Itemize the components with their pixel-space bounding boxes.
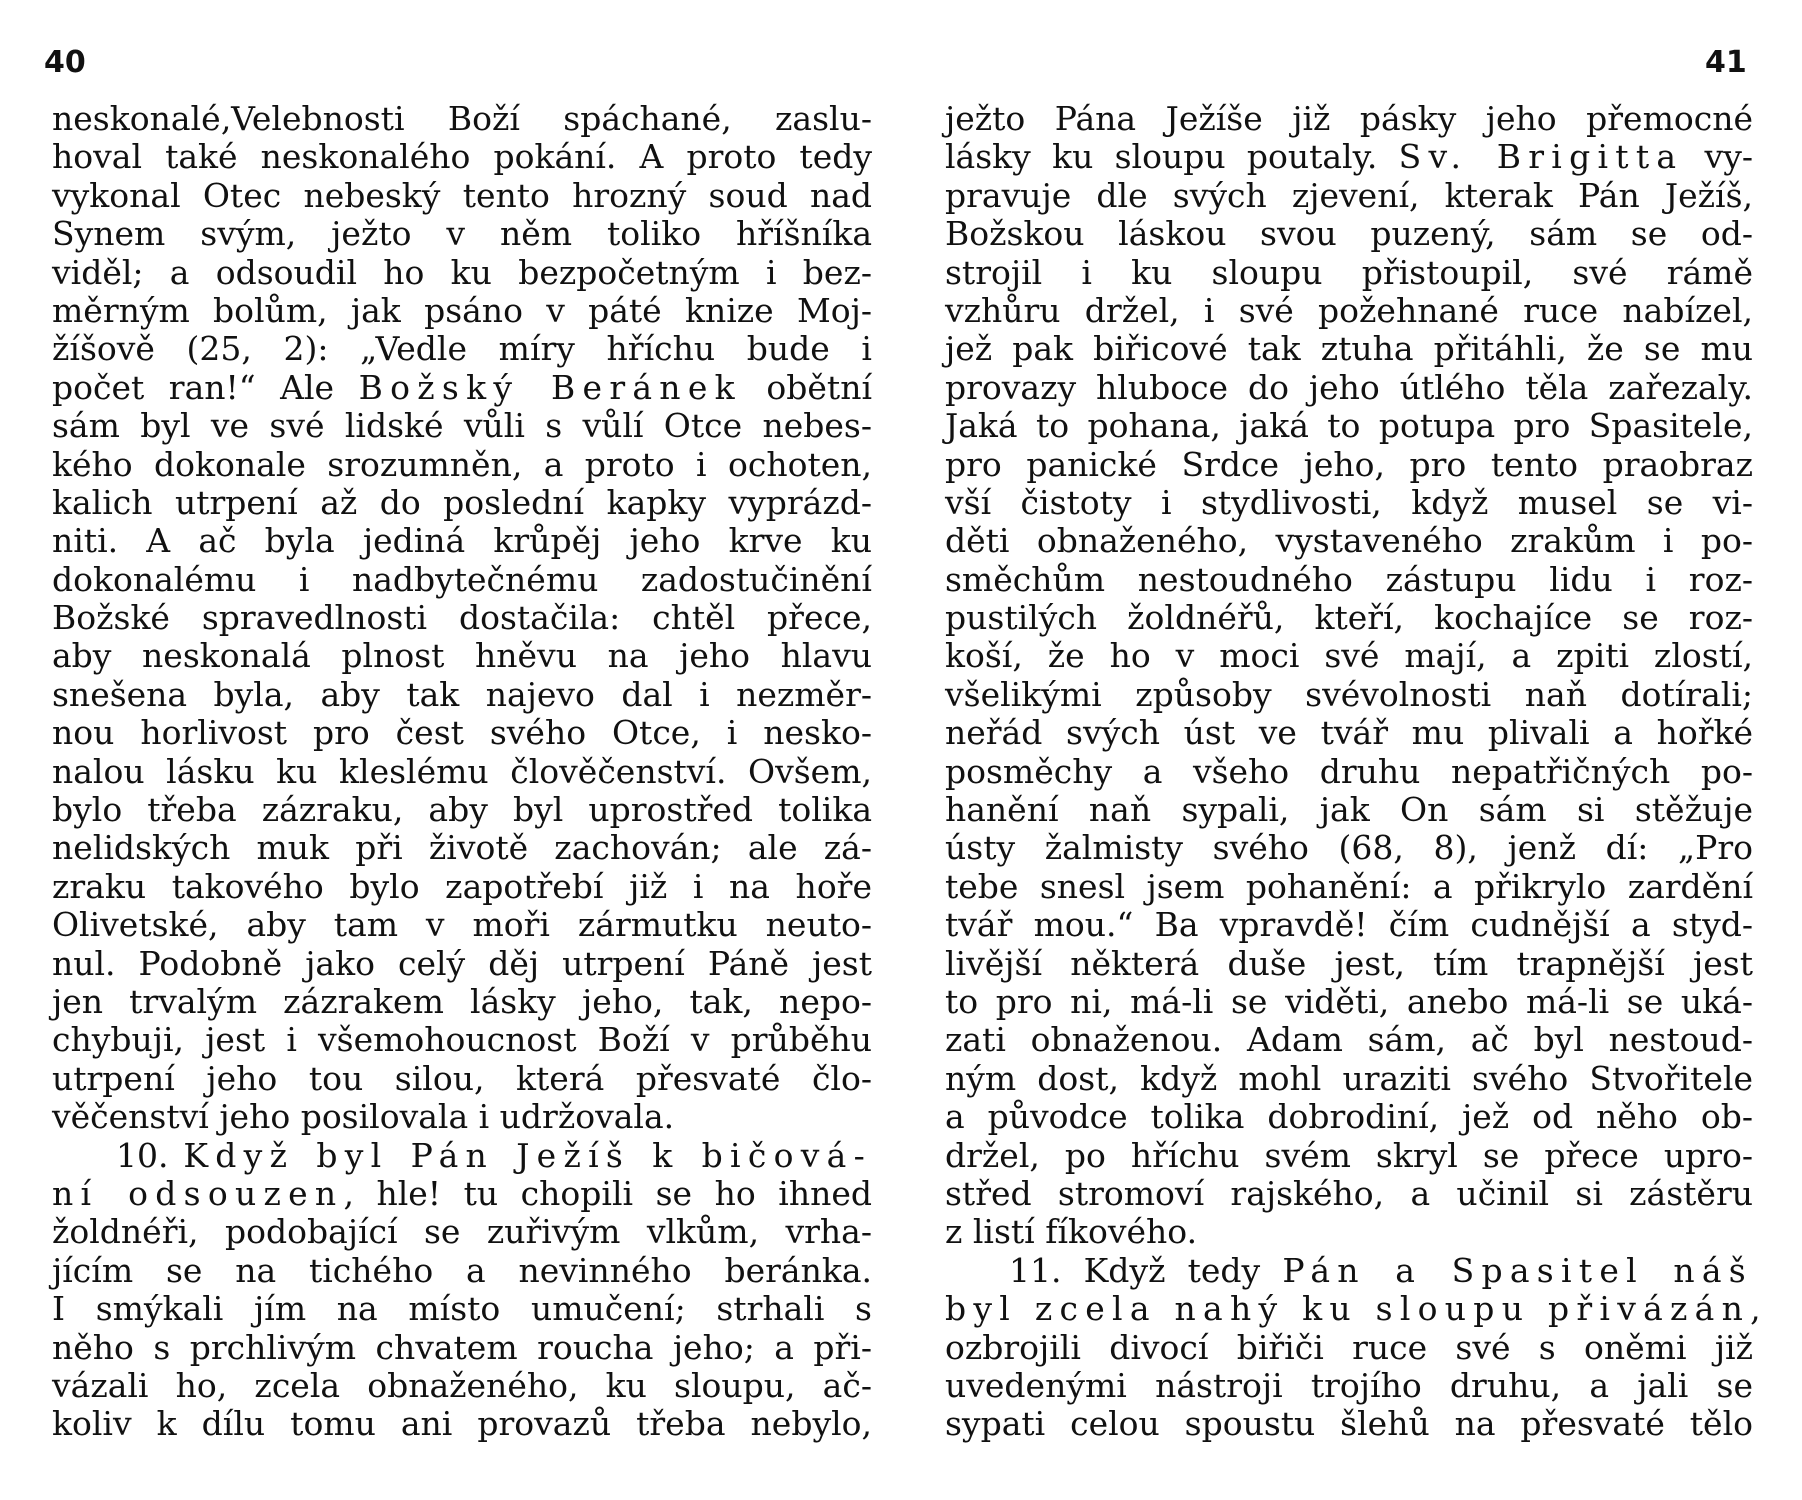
text-line xyxy=(945,138,1753,176)
text-run: ozbrojili divocí biřiči ruce své s oněmi již xyxy=(945,1327,1753,1367)
text-line xyxy=(945,1367,1753,1405)
text-run: chybuji, jest i všemohoucnost Boží v průběhu xyxy=(52,1020,872,1060)
text-run: 10. xyxy=(116,1135,184,1175)
text-line xyxy=(52,330,872,368)
text-line xyxy=(52,1098,872,1136)
text-run: 11. Když tedy xyxy=(1009,1250,1283,1290)
text-line xyxy=(52,407,872,445)
text-line xyxy=(945,1405,1753,1443)
text-line xyxy=(52,1405,872,1443)
text-line xyxy=(945,1329,1753,1367)
text-line xyxy=(945,1021,1753,1059)
text-line xyxy=(52,215,872,253)
text-line xyxy=(945,177,1753,215)
text-line xyxy=(52,1329,872,1367)
text-run: všelikými způsoby svévolnosti naň dotírali; xyxy=(945,674,1753,714)
text-line xyxy=(52,945,872,983)
text-run: a původce tolika dobrodiní, jež od něho ob- xyxy=(945,1097,1753,1137)
text-run: posměchy a všeho druhu nepatřičných po- xyxy=(945,751,1753,791)
text-run: tvář mou.“ Ba vpravdě! čím cudnější a styd- xyxy=(945,905,1753,945)
text-run: zraku takového bylo zapotřebí již i na hoře xyxy=(52,866,872,906)
text-run: provazy hluboce do jeho útlého těla zařezaly. xyxy=(945,367,1753,407)
text-run: uvedenými nástroji trojího druhu, a jali se xyxy=(945,1365,1753,1405)
text-run: držel, po hříchu svém skryl se přece upro- xyxy=(945,1135,1753,1175)
text-line xyxy=(945,791,1753,829)
spaced-emphasis-text: Sv. Brigitta xyxy=(1398,137,1684,177)
text-line xyxy=(52,791,872,829)
text-line xyxy=(52,522,872,560)
text-run: hanění naň sypali, jak On sám si stěžuje xyxy=(945,790,1753,830)
text-run: tebe snesl jsem pohanění: a přikrylo zardění xyxy=(945,866,1753,906)
text-run: Jaká to pohana, jaká to potupa pro Spasitele, xyxy=(945,406,1753,446)
text-line xyxy=(945,599,1753,637)
text-run: , xyxy=(1750,1289,1761,1329)
text-run: neřád svých úst ve tvář mu plivali a hořké xyxy=(945,713,1753,753)
text-line xyxy=(52,369,872,407)
text-line xyxy=(945,868,1753,906)
text-run: vy- xyxy=(1683,137,1753,177)
text-line xyxy=(945,1060,1753,1098)
text-line xyxy=(945,945,1753,983)
text-run: zati obnaženou. Adam sám, ač byl nestoud- xyxy=(945,1020,1753,1060)
text-line xyxy=(945,330,1753,368)
text-run: něho s prchlivým chvatem roucha jeho; a při- xyxy=(52,1327,872,1367)
text-line xyxy=(945,522,1753,560)
text-run: bylo třeba zázraku, aby byl uprostřed tolika xyxy=(52,790,872,830)
text-line xyxy=(52,637,872,675)
text-line xyxy=(945,100,1753,138)
text-line xyxy=(52,906,872,944)
text-run: Božskou láskou svou puzený, sám se od- xyxy=(945,214,1753,254)
text-run: kého dokonale srozumněn, a proto i ochoten, xyxy=(52,444,872,484)
text-run: Božské spravedlnosti dostačila: chtěl přece, xyxy=(52,598,872,638)
page-number-right: 41 xyxy=(1705,45,1747,80)
text-line xyxy=(945,906,1753,944)
text-line xyxy=(945,407,1753,445)
text-line xyxy=(52,676,872,714)
text-run: Olivetské, aby tam v moři zármutku neuto- xyxy=(52,905,872,945)
text-line xyxy=(52,1060,872,1098)
text-run: vázali ho, zcela obnaženého, ku sloupu, ač- xyxy=(52,1365,872,1405)
text-run: obětní xyxy=(741,367,872,407)
spaced-emphasis-text: byl zcela nahý ku sloupu přivázán xyxy=(945,1289,1751,1329)
text-run: žoldnéři, podobající se zuřivým vlkům, vrha- xyxy=(52,1212,872,1252)
text-run: sám byl ve své lidské vůli s vůlí Otce nebes- xyxy=(52,406,872,446)
text-run: nou horlivost pro čest svého Otce, i nesko- xyxy=(52,713,872,753)
text-line xyxy=(945,1213,1753,1251)
text-run: Synem svým, ježto v něm toliko hříšníka xyxy=(52,214,872,254)
text-run: viděl; a odsoudil ho ku bezpočetným i bez- xyxy=(52,252,872,292)
text-run: , hle! tu chopili se ho ihned xyxy=(343,1173,873,1213)
text-line xyxy=(52,753,872,791)
text-run: nalou lásku ku kleslému člověčenství. Ovšem, xyxy=(52,751,872,791)
text-line xyxy=(52,561,872,599)
text-run: měrným bolům, jak psáno v páté knize Moj- xyxy=(52,290,872,330)
text-line xyxy=(52,254,872,292)
text-run: utrpení jeho tou silou, která přesvaté člo- xyxy=(52,1058,872,1098)
text-run: to pro ni, má-li se viděti, anebo má-li se uká- xyxy=(945,981,1753,1021)
text-run: žíšově (25, 2): „Vedle míry hříchu bude i xyxy=(52,329,872,369)
text-line xyxy=(52,100,872,138)
text-run: neskonalé‚Velebnosti Boží spáchané, zaslu- xyxy=(52,99,872,138)
text-run: vší čistoty i stydlivosti, když musel se vi- xyxy=(945,482,1753,522)
text-line xyxy=(945,446,1753,484)
text-line xyxy=(945,292,1753,330)
text-line xyxy=(52,983,872,1021)
text-line xyxy=(945,983,1753,1021)
text-run: směchům nestoudného zástupu lidu i roz- xyxy=(945,559,1753,599)
text-run: ným dost, když mohl uraziti svého Stvořitele xyxy=(945,1058,1753,1098)
text-run: livější některá duše jest, tím trapnější jest xyxy=(945,943,1753,983)
text-run: sypati celou spoustu šlehů na přesvaté tělo xyxy=(945,1404,1753,1444)
text-run: snešena byla, aby tak najevo dal i nezměr- xyxy=(52,674,872,714)
text-line xyxy=(945,676,1753,714)
text-line xyxy=(945,561,1753,599)
text-run: ústy žalmisty svého (68, 8), jenž dí: „Pro xyxy=(945,828,1753,868)
text-line xyxy=(52,484,872,522)
text-run: dokonalému i nadbytečnému zadostučinění xyxy=(52,559,872,599)
text-line xyxy=(945,1289,1761,1329)
text-run: strojil i ku sloupu přistoupil, své rámě xyxy=(945,252,1753,292)
text-line xyxy=(52,829,872,867)
text-line xyxy=(945,215,1753,253)
text-run: vzhůru držel, i své požehnané ruce nabízel, xyxy=(945,290,1753,330)
text-run: vykonal Otec nebeský tento hrozný soud nad xyxy=(52,175,872,215)
left-page-text-column xyxy=(52,100,872,1444)
text-line xyxy=(945,484,1753,522)
text-run: niti. A ač byla jediná krůpěj jeho krve ku xyxy=(52,521,872,561)
text-run: lásky ku sloupu poutaly. xyxy=(945,137,1399,177)
text-line xyxy=(52,1137,872,1175)
text-run: pustilých žoldnéřů, kteří, kochajíce se roz- xyxy=(945,598,1753,638)
text-line xyxy=(52,446,872,484)
text-run: hoval také neskonalého pokání. A proto tedy xyxy=(52,137,872,177)
spaced-emphasis-text: Božský Beránek xyxy=(358,367,742,407)
text-line xyxy=(52,714,872,752)
text-run: ježto Pána Ježíše již pásky jeho přemocné xyxy=(945,99,1753,138)
text-line xyxy=(945,1098,1753,1136)
text-line xyxy=(945,753,1753,791)
spaced-emphasis-text: Pán a Spasitel náš xyxy=(1282,1250,1753,1290)
page-number-left: 40 xyxy=(44,45,86,80)
text-line xyxy=(52,1367,872,1405)
text-run: jen trvalým zázrakem lásky jeho, tak, nepo- xyxy=(52,981,872,1021)
text-run: děti obnaženého, vystaveného zrakům i po- xyxy=(945,521,1753,561)
text-run: I smýkali jím na místo umučení; strhali s xyxy=(52,1289,872,1329)
text-run: jícím se na tichého a nevinného beránka. xyxy=(52,1250,872,1290)
text-line xyxy=(945,829,1753,867)
spaced-emphasis-text: Když byl Pán Ježíš k bičová- xyxy=(183,1135,872,1175)
text-line xyxy=(945,637,1753,675)
text-run: z listí fíkového. xyxy=(945,1212,1198,1252)
text-run: střed stromoví rajského, a učinil si zástěru xyxy=(945,1173,1753,1213)
text-line xyxy=(52,1290,872,1328)
text-line xyxy=(52,1021,872,1059)
text-run: nul. Podobně jako celý děj utrpení Páně jest xyxy=(52,943,872,983)
text-run: počet ran!“ Ale xyxy=(52,367,359,407)
text-line xyxy=(52,1252,872,1290)
spaced-emphasis-text: ní odsouzen xyxy=(52,1173,344,1213)
text-line xyxy=(52,177,872,215)
text-line xyxy=(945,714,1753,752)
text-run: pro panické Srdce jeho, pro tento praobraz xyxy=(945,444,1753,484)
text-run: aby neskonalá plnost hněvu na jeho hlavu xyxy=(52,636,872,676)
text-line xyxy=(945,1175,1753,1213)
text-line xyxy=(52,868,872,906)
right-page-text-column xyxy=(945,99,1761,1444)
text-run: nelidských muk při životě zachován; ale zá- xyxy=(52,828,872,868)
text-run: koliv k dílu tomu ani provazů třeba nebylo, xyxy=(52,1404,872,1444)
text-line xyxy=(52,1213,872,1251)
text-run: věčenství jeho posilovala i udržovala. xyxy=(52,1097,675,1137)
text-line xyxy=(945,1252,1753,1290)
text-run: koší, že ho v moci své mají, a zpiti zlostí, xyxy=(945,636,1753,676)
text-run: jež pak biřicové tak ztuha přitáhli, že se mu xyxy=(945,329,1753,369)
text-run: kalich utrpení až do poslední kapky vyprázd- xyxy=(52,482,872,522)
text-line xyxy=(945,1137,1753,1175)
text-line xyxy=(52,292,872,330)
text-line xyxy=(945,254,1753,292)
text-line xyxy=(945,369,1753,407)
text-line xyxy=(52,1175,872,1213)
text-line xyxy=(52,599,872,637)
text-run: pravuje dle svých zjevení, kterak Pán Ježíš, xyxy=(945,175,1753,215)
text-line xyxy=(52,138,872,176)
